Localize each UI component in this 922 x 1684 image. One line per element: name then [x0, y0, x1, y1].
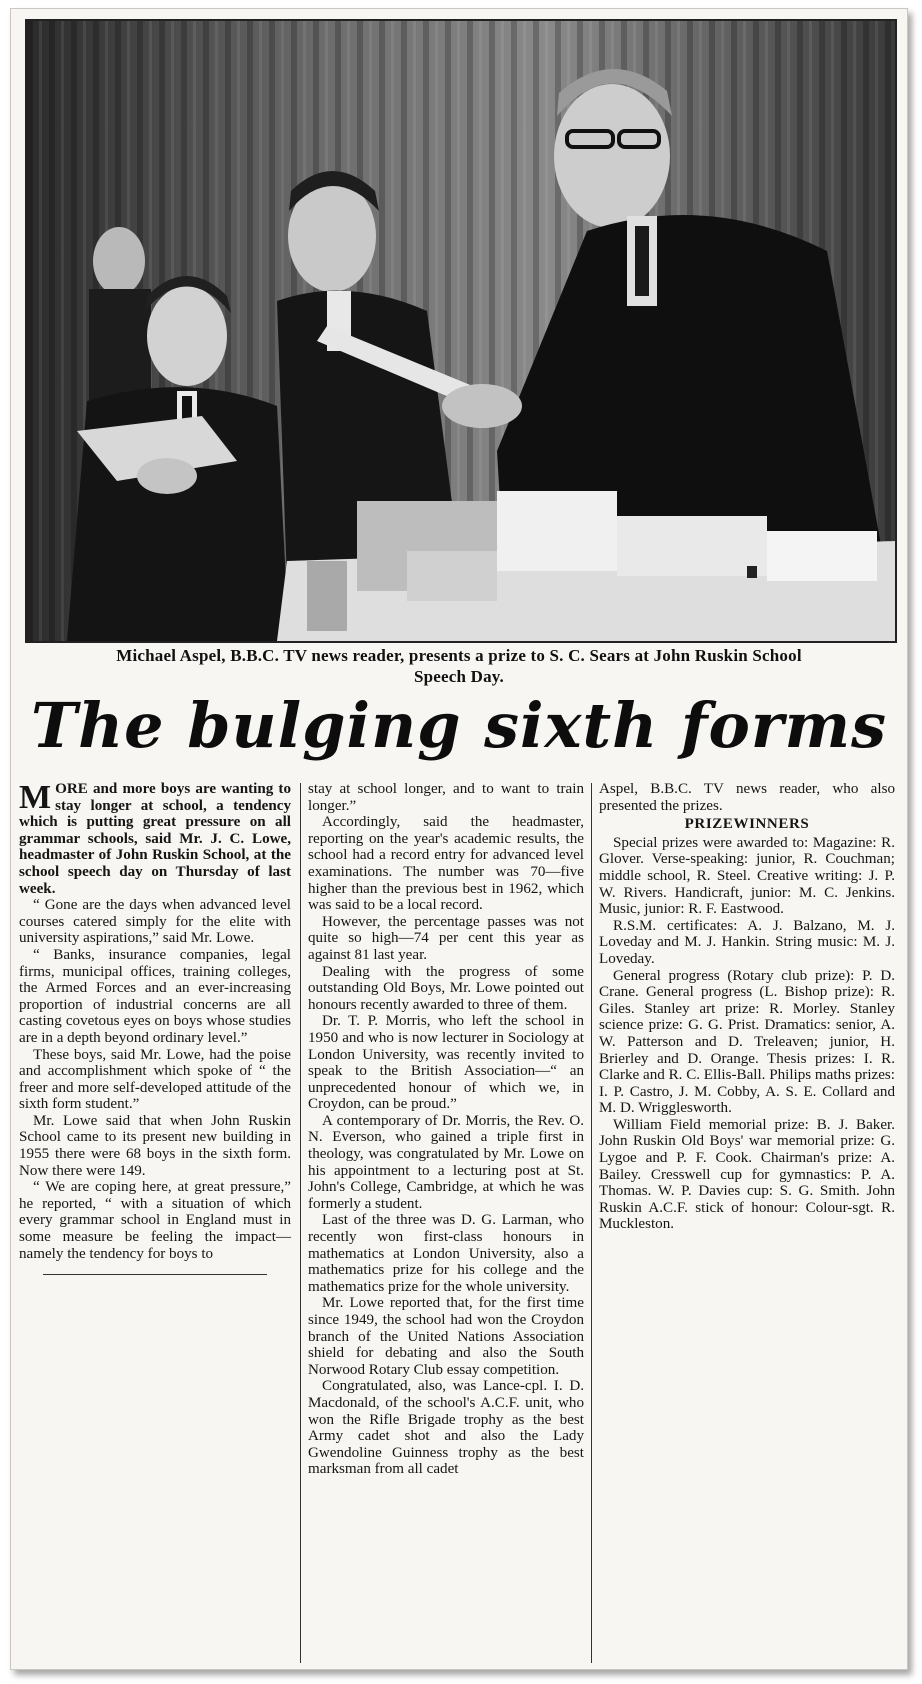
paragraph: Congratulated, also, was Lance-cpl. I. D. Macdonald, of the school's A.C.F. unit, who won the Rifle Brigade trophy as the best Army cadet shot and also the Lady Gwendoline Guinness trophy as the best marksman from all cadet	[308, 1378, 584, 1478]
paragraph: Special prizes were awarded to: Magazine: R. Glover. Verse-speaking: junior, R. Couchman; middle school, R. Steel. Creative writing: J. P. W. Rivers. Handicraft, junior: M. C. Jenkins. Music, junior: R. F. Eastwood.	[599, 834, 895, 918]
paragraph: A contemporary of Dr. Morris, the Rev. O. N. Everson, who gained a triple first in theology, was congratulated by Mr. Lowe on his appointment to a lecturing post at St. John's College, Cambridge, at which he was formerly a student.	[308, 1112, 584, 1212]
paragraph: “ Banks, insurance companies, legal firms, municipal offices, training colleges, the Armed Forces and an ever-increasing proportion of industrial concerns are all casting covetous eyes on boys whose studies are in a depth beyond ordinary level.”	[19, 946, 291, 1046]
column-divider	[300, 783, 301, 1663]
lead-paragraph	[19, 781, 291, 897]
caption-line-1: Michael Aspel, B.B.C. TV news reader, presents a prize to S. C. Sears at John Ruskin School	[116, 646, 802, 665]
prizewinners-subheading: PRIZEWINNERS	[684, 816, 810, 833]
photo-caption	[21, 645, 897, 687]
column-end-rule	[43, 1274, 267, 1275]
paragraph: Last of the three was D. G. Larman, who recently won first-class honours in mathematics at London University, also a mathematics prize for his college and the mathematics prize for the whole university.	[308, 1212, 584, 1295]
photograph-icon	[27, 21, 895, 641]
headline: The bulging sixth forms	[30, 689, 888, 762]
article-body	[19, 781, 899, 1665]
newspaper-clipping	[10, 8, 908, 1670]
paragraph: Aspel, B.B.C. TV news reader, who also presented the prizes.	[599, 781, 895, 814]
drop-cap: M	[19, 779, 52, 816]
news-photograph	[25, 19, 897, 643]
paragraph: Dealing with the progress of some outstanding Old Boys, Mr. Lowe pointed out honours recently awarded to three of them.	[308, 963, 584, 1013]
paragraph: Mr. Lowe reported that, for the first time since 1949, the school had won the Croydon branch of the United Nations Association shield for debating and also the South Norwood Rotary Club essay competition.	[308, 1295, 584, 1378]
paragraph: R.S.M. certificates: A. J. Balzano, M. J. Loveday and M. J. Hankin. String music: M. J. Loveday.	[599, 917, 895, 967]
paragraph: “ We are coping here, at great pressure,” he reported, “ with a situation of which every grammar school in England must in some measure be feeling the impact—namely the tendency for boys to	[19, 1179, 291, 1262]
lead-text: ORE and more boys are wanting to stay longer at school, a tendency which is putting great pressure on all grammar schools, said Mr. J. C. Lowe, headmaster of John Ruskin School, at the school speech day on Thursday of last week.	[19, 781, 291, 897]
column-divider	[591, 783, 592, 1663]
paragraph: General progress (Rotary club prize): P. D. Crane. General progress (L. Bishop prize): R. Giles. Stanley art prize: R. Morley. Stanley science prize: G. G. Prist. Dramatics: senior, A. W. Patterson and D. Treleaven; junior, H. Brierley and D. Orange. Thesis prizes: I. R. Clarke and R. C. Ellis-Ball. Philips maths prizes: I. P. Castro, J. M. Cobby, A. S. E. Collard and M. D. Wrigglesworth.	[599, 967, 895, 1117]
article-column-3	[599, 781, 895, 1233]
paragraph: Dr. T. P. Morris, who left the school in 1950 and who is now lecturer in Sociology at London University, was recently invited to speak to the British Association—“ an unprecedented honour of which we, in Croydon, can be proud.”	[308, 1013, 584, 1113]
paragraph: Accordingly, said the headmaster, reporting on the year's academic results, the school had a record entry for advanced level examinations. The number was 70—five higher than the previous best in 1962, which was said to be a local record.	[308, 814, 584, 914]
paragraph: Mr. Lowe said that when John Ruskin School came to its present new building in 1955 there were 68 boys in the sixth form. Now there were 149.	[19, 1112, 291, 1179]
paragraph: These boys, said Mr. Lowe, had the poise and accomplishment which spoke of “ the freer and more self-developed attitude of the sixth form student.”	[19, 1046, 291, 1113]
paragraph: However, the percentage passes was not quite so high—74 per cent this year as against 81 last year.	[308, 913, 584, 963]
paragraph: “ Gone are the days when advanced level courses catered simply for the elite with university aspirations,” said Mr. Lowe.	[19, 897, 291, 947]
article-column-2	[308, 781, 584, 1478]
paragraph: William Field memorial prize: B. J. Baker. John Ruskin Old Boys' war memorial prize: G. Lygoe and P. F. Cook. Chairman's prize: A. Bailey. Cresswell cup for gymnastics: P. A. Thomas. W. P. Davies cup: S. G. Smith. John Ruskin A.C.F. stick of honour: Colour-sgt. R. Muckleston.	[599, 1116, 895, 1233]
article-column-1	[19, 781, 291, 1275]
paragraph: stay at school longer, and to want to train longer.”	[308, 781, 584, 814]
caption-line-2: Speech Day.	[413, 667, 505, 686]
